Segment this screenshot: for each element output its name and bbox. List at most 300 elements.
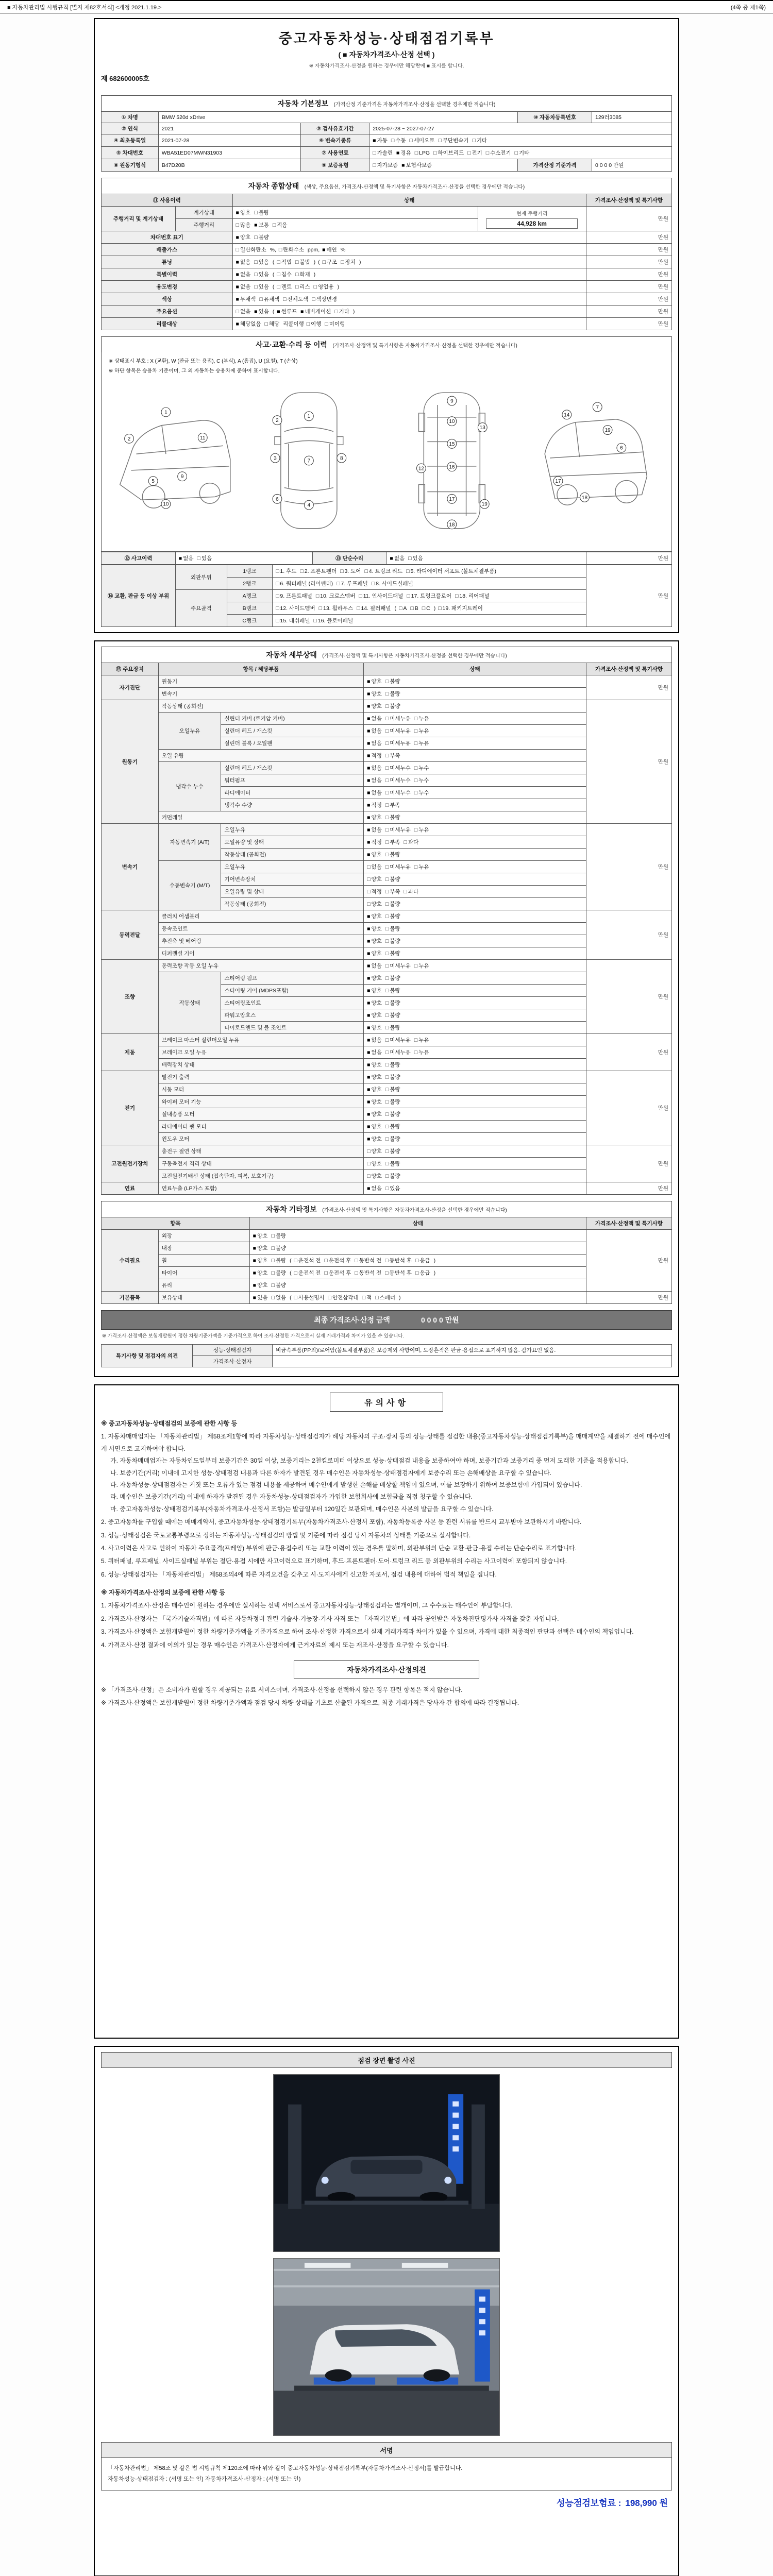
checkbox-checked[interactable]: ■ 양호 [367, 679, 382, 685]
checkbox-unchecked[interactable]: □ 누유 [414, 1037, 429, 1043]
diagram-part-number-11 [198, 433, 207, 442]
checkbox-unchecked[interactable]: □ 많음 [236, 222, 251, 228]
status-cell[interactable] [364, 750, 586, 762]
checkbox-checked[interactable]: ■ 경유 [396, 150, 411, 156]
status-cell[interactable] [364, 774, 586, 787]
checkbox-checked[interactable]: ■ 없음 [367, 1037, 382, 1043]
form-reference-bar [0, 0, 773, 14]
checkbox-unchecked[interactable]: □ 불량 [385, 1062, 400, 1068]
svg-text:11: 11 [200, 435, 206, 441]
checkbox-checked[interactable]: ■ 없음 [367, 1049, 382, 1056]
checkbox-unchecked[interactable]: □ 불량 [271, 1282, 287, 1289]
status-cell[interactable] [364, 836, 586, 849]
checkbox-unchecked[interactable]: □ 적음 [272, 222, 288, 228]
checkbox-unchecked[interactable]: □ 구조 [322, 259, 338, 265]
status-cell[interactable] [364, 1108, 586, 1121]
checkbox-unchecked[interactable]: □ 누유 [414, 963, 429, 969]
checkbox-unchecked[interactable]: □ 있음 [254, 284, 269, 290]
checkbox-unchecked[interactable]: □ 부족 [385, 889, 400, 895]
section-title: 자동차 세부상태 [266, 651, 317, 659]
checkbox-unchecked[interactable]: □ 불량 [271, 1233, 287, 1239]
checkbox-unchecked[interactable]: □ 장치 [341, 259, 356, 265]
checkbox-unchecked[interactable]: □ 불량 [385, 1148, 400, 1155]
checkbox-unchecked[interactable]: □ 6. 쿼터패널 (리어펜더) [276, 581, 333, 587]
checkbox-unchecked[interactable]: □ 해당 [264, 321, 280, 327]
checkbox-checked[interactable]: ■ 양호 [253, 1270, 268, 1276]
checkbox-checked[interactable]: ■ 양호 [367, 1087, 382, 1093]
checkbox-unchecked[interactable]: □ 불량 [385, 1136, 400, 1142]
checkbox-checked[interactable]: ■ 양호 [367, 938, 382, 944]
status-cell[interactable] [364, 1096, 586, 1108]
checkbox-unchecked[interactable]: □ 운전석 후 [324, 1258, 351, 1264]
checkbox-unchecked[interactable]: □ 화재 [295, 272, 310, 278]
checkbox-unchecked[interactable]: □ 1. 후드 [276, 568, 297, 574]
checkbox-unchecked[interactable]: □ 동반석 후 [385, 1258, 412, 1264]
status-cell[interactable] [249, 1230, 586, 1242]
status-cell[interactable] [364, 737, 586, 750]
checkbox-unchecked[interactable]: □ 미세누유 [385, 740, 411, 747]
checkbox-unchecked[interactable]: □ 전기 [467, 150, 482, 156]
checkbox-unchecked[interactable]: □ 색상변경 [312, 296, 337, 302]
checkbox-unchecked[interactable]: □ 운전석 전 [294, 1258, 321, 1264]
status-cell[interactable] [364, 997, 586, 1009]
status-cell[interactable] [364, 1071, 586, 1083]
status-cell[interactable] [249, 1242, 586, 1255]
checkbox-icon: □ [385, 716, 389, 722]
checkbox-checked[interactable]: ■ 양호 [367, 975, 382, 981]
checkbox-checked[interactable]: ■ 양호 [367, 1062, 382, 1068]
checkbox-unchecked[interactable]: □ 불량 [385, 926, 400, 932]
checkbox-unchecked[interactable]: □ 누유 [414, 728, 429, 734]
checkbox-checked[interactable]: ■ 적정 [367, 753, 382, 759]
checkbox-checked[interactable]: ■ 양호 [236, 210, 251, 216]
checkbox-unchecked[interactable]: □ 미세누유 [385, 963, 411, 969]
checkbox-unchecked[interactable]: □ 누유 [414, 716, 429, 722]
checkbox-checked[interactable]: ■ 없음 [367, 740, 382, 747]
status-cell[interactable] [364, 700, 586, 713]
checkbox-checked[interactable]: ■ 양호 [236, 234, 251, 241]
checkbox-unchecked[interactable]: □ 있음 [254, 272, 269, 278]
status-cell[interactable] [386, 552, 586, 565]
checkbox-icon: ■ [236, 272, 239, 278]
checkbox-unchecked[interactable]: □ 12. 사이드멤버 [276, 605, 315, 612]
checkbox-checked[interactable]: ■ 없음 [367, 716, 382, 722]
checkbox-checked[interactable]: ■ 양호 [367, 1099, 382, 1105]
status-cell[interactable] [364, 1059, 586, 1071]
status-cell[interactable] [364, 1170, 586, 1182]
checkbox-unchecked[interactable]: □ 전체도색 [283, 296, 309, 302]
status-cell[interactable] [364, 923, 586, 935]
checkbox-unchecked[interactable]: □ 동반석 후 [385, 1270, 412, 1276]
status-cell[interactable] [232, 306, 586, 318]
checkbox-checked[interactable]: ■ 자동 [373, 138, 388, 144]
checkbox-unchecked[interactable]: □ 불량 [385, 1012, 400, 1019]
checkbox-checked[interactable]: ■ 양호 [367, 852, 382, 858]
checkbox-unchecked[interactable]: □ 미세누수 [385, 765, 411, 771]
checkbox-unchecked[interactable]: □ 4. 트렁크 리드 [364, 568, 403, 574]
checkbox-unchecked[interactable]: □ 미세누수 [385, 777, 411, 784]
cell: ⑧ 원동기형식 [102, 159, 159, 172]
checkbox-unchecked[interactable]: □ 무단변속기 [438, 138, 469, 144]
checkbox-unchecked[interactable]: □ 불량 [385, 1000, 400, 1006]
status-cell[interactable] [249, 1255, 586, 1267]
checkbox-unchecked[interactable]: □ 불량 [385, 876, 400, 883]
checkbox-unchecked[interactable]: □ 15. 대쉬패널 [276, 618, 310, 624]
checkbox-unchecked[interactable]: □ 불량 [385, 703, 400, 709]
status-cell[interactable] [364, 947, 586, 960]
checkbox-unchecked[interactable]: □ 미세누유 [385, 716, 411, 722]
checkbox-unchecked[interactable]: □ 2. 프론트펜더 [300, 568, 337, 574]
checkbox-checked[interactable]: ■ 없음 [236, 259, 251, 265]
checkbox-icon: □ [295, 272, 299, 278]
checkbox-icon: □ [385, 1000, 389, 1006]
checkbox-checked[interactable]: ■ 해당없음 [236, 321, 261, 327]
checkbox-unchecked[interactable]: □ 양호 [367, 1161, 382, 1167]
checkbox-unchecked[interactable]: □ 불량 [385, 1099, 400, 1105]
checkbox-unchecked[interactable]: □ 미세누수 [385, 790, 411, 796]
checkbox-unchecked[interactable]: □ 과다 [404, 839, 419, 845]
checkbox-unchecked[interactable]: □ 안전삼각대 [328, 1295, 359, 1301]
checkbox-checked[interactable]: ■ 양호 [253, 1258, 268, 1264]
checkbox-icon: □ [367, 1161, 371, 1167]
status-cell[interactable] [232, 256, 586, 268]
checkbox-unchecked[interactable]: □ 9. 프론트패널 [276, 593, 312, 599]
status-cell[interactable] [364, 886, 586, 898]
checkbox-unchecked[interactable]: □ 부족 [385, 839, 400, 845]
diagram-legend-note: ※ 하단 항목은 승용차 기준이며, 그 외 자동차는 승용차에 준하여 표시합니다. [109, 368, 280, 374]
checkbox-unchecked[interactable]: □ 응급 [415, 1258, 430, 1264]
status-cell[interactable] [364, 861, 586, 873]
checkbox-unchecked[interactable]: □ 양호 [367, 876, 382, 883]
checkbox-unchecked[interactable]: □ 수동 [391, 138, 406, 144]
checkbox-checked[interactable]: ■ 없음 [178, 555, 194, 562]
checkbox-checked[interactable]: ■ 없음 [367, 790, 382, 796]
checkbox-unchecked[interactable]: □ 13. 휠하우스 [318, 605, 354, 612]
checkbox-unchecked[interactable]: □ 운전석 후 [324, 1270, 351, 1276]
checkbox-checked[interactable]: ■ 없음 [236, 284, 251, 290]
cell: ⑥ 변속기종류 [301, 134, 369, 147]
checkbox-checked[interactable]: ■ 양호 [367, 926, 382, 932]
checkbox-checked[interactable]: ■ 무채색 [236, 296, 256, 302]
checkbox-unchecked[interactable]: □ 누유 [414, 740, 429, 747]
checkbox-unchecked[interactable]: □ 불량 [385, 1087, 400, 1093]
status-cell[interactable] [232, 268, 586, 281]
checkbox-unchecked[interactable]: □ 누유 [414, 827, 429, 833]
inspector-opinion-table [101, 1344, 672, 1367]
status-cell[interactable] [364, 910, 586, 923]
checkbox-unchecked[interactable]: □ 불량 [385, 1111, 400, 1117]
checkbox-unchecked[interactable]: □ 영업용 [313, 284, 334, 290]
checkbox-unchecked[interactable]: □ 잭 [362, 1295, 372, 1301]
checkbox-unchecked[interactable]: □ 없음 [271, 1295, 287, 1301]
checkbox-unchecked[interactable]: □ 사용설명서 [294, 1295, 325, 1301]
checkbox-checked[interactable]: ■ 양호 [367, 815, 382, 821]
status-cell[interactable] [364, 1022, 586, 1034]
price-survey-select-option[interactable]: ( ■ 자동차가격조사·산정 선택 ) [338, 50, 435, 59]
checkbox-unchecked[interactable]: □ 불법 [295, 259, 310, 265]
checkbox-unchecked[interactable]: □ 누수 [414, 777, 429, 784]
checkbox-icon: ■ [236, 210, 239, 216]
checkbox-unchecked[interactable]: □ 17. 트렁크플로어 [407, 593, 452, 599]
checkbox-unchecked[interactable]: □ 부족 [385, 753, 400, 759]
checkbox-checked[interactable]: ■ 있음 [253, 1295, 268, 1301]
checkbox-unchecked[interactable]: □ 리스 [295, 284, 310, 290]
checkbox-checked[interactable]: ■ 보통 [254, 222, 269, 228]
checkbox-unchecked[interactable]: □ 이행 [306, 321, 322, 327]
checkbox-unchecked[interactable]: □ 불량 [385, 988, 400, 994]
checkbox-checked[interactable]: ■ 없음 [390, 555, 405, 562]
checkbox-unchecked[interactable]: □ 누수 [414, 790, 429, 796]
checkbox-checked[interactable]: ■ 있음 [254, 309, 269, 315]
checkbox-unchecked[interactable]: □ 양호 [367, 1173, 382, 1179]
status-cell[interactable] [364, 1034, 586, 1046]
checkbox-unchecked[interactable]: □ 없음 [236, 309, 251, 315]
checkbox-unchecked[interactable]: □ 불량 [385, 901, 400, 907]
status-cell[interactable] [364, 799, 586, 811]
status-cell[interactable] [364, 1121, 586, 1133]
checkbox-unchecked[interactable]: □ 불량 [385, 1025, 400, 1031]
checkbox-checked[interactable]: ■ 없음 [236, 272, 251, 278]
checkbox-unchecked[interactable]: □ 동반석 전 [355, 1258, 382, 1264]
checkbox-checked[interactable]: ■ 양호 [367, 1012, 382, 1019]
status-cell[interactable] [175, 552, 312, 565]
checkbox-checked[interactable]: ■ 없음 [367, 728, 382, 734]
section-note: (색상, 주요옵션, 가격조사·산정액 및 특기사항은 자동차가격조사·산정을 선택한 경우에만 적습니다) [304, 184, 525, 190]
checkbox-icon: □ [236, 222, 239, 228]
checkbox-unchecked[interactable]: □ 누유 [414, 1049, 429, 1056]
checkbox-unchecked[interactable]: □ 미세누유 [385, 1049, 411, 1056]
status-cell[interactable] [364, 1046, 586, 1059]
status-cell[interactable] [364, 873, 586, 886]
diagram-part-number-6 [617, 443, 626, 452]
status-cell[interactable] [249, 1292, 586, 1304]
checkbox-checked[interactable]: ■ 양호 [367, 1111, 382, 1117]
checkbox-checked[interactable]: ■ 보험사보증 [401, 162, 432, 168]
checkbox-checked[interactable]: ■ 없음 [367, 1185, 382, 1192]
checkbox-unchecked[interactable]: □ C [422, 605, 430, 612]
checkbox-unchecked[interactable]: □ 하이브리드 [433, 150, 464, 156]
checkbox-checked[interactable]: ■ 양호 [253, 1282, 268, 1289]
document-number: 제 682600005호 [101, 75, 149, 82]
checkbox-checked[interactable]: ■ 양호 [367, 988, 382, 994]
checkbox-unchecked[interactable]: □ 7. 루프패널 [337, 581, 368, 587]
status-cell[interactable] [364, 762, 586, 774]
checkbox-unchecked[interactable]: □ 침수 [277, 272, 292, 278]
status-cell[interactable] [364, 849, 586, 861]
diagram-part-number-9 [178, 472, 187, 481]
status-cell[interactable] [364, 935, 586, 947]
checkbox-unchecked[interactable]: □ 누유 [414, 864, 429, 870]
checkbox-unchecked[interactable]: □ 미세누유 [385, 864, 411, 870]
checkbox-unchecked[interactable]: □ 불량 [271, 1270, 287, 1276]
checkbox-unchecked[interactable]: □ 있음 [254, 259, 269, 265]
checkbox-unchecked[interactable]: □ 있음 [408, 555, 423, 562]
status-cell[interactable] [369, 159, 518, 172]
checkbox-icon: □ [271, 1245, 275, 1251]
checkbox-unchecked[interactable]: □ 5. 라디에이터 서포트 (볼트체결부품) [406, 568, 496, 574]
checkbox-unchecked[interactable]: □ 일산화탄소 [236, 247, 266, 253]
checkbox-unchecked[interactable]: □ 19. 패키지트레이 [438, 605, 483, 612]
checkbox-unchecked[interactable]: □ 수소전기 [485, 150, 511, 156]
checkbox-checked[interactable]: ■ 썬루프 [277, 309, 297, 315]
status-cell[interactable] [364, 1083, 586, 1096]
checkbox-unchecked[interactable]: □ 18. 리어패널 [455, 593, 490, 599]
checkbox-unchecked[interactable]: □ 불량 [385, 1074, 400, 1080]
checkbox-unchecked[interactable]: □ 불량 [385, 913, 400, 920]
checkbox-unchecked[interactable]: □ 불량 [254, 210, 269, 216]
checkbox-unchecked[interactable]: □ 탄화수소 [278, 247, 304, 253]
checkbox-unchecked[interactable]: □ 가솔린 [373, 150, 393, 156]
status-cell[interactable] [232, 207, 478, 219]
checkbox-unchecked[interactable]: □ 없음 [367, 864, 382, 870]
status-cell[interactable] [273, 578, 586, 590]
checkbox-unchecked[interactable]: □ 16. 플로어패널 [313, 618, 354, 624]
checkbox-unchecked[interactable]: □ B [410, 605, 418, 612]
checkbox-unchecked[interactable]: □ 과다 [404, 889, 419, 895]
checkbox-unchecked[interactable]: □ 적정 [367, 889, 382, 895]
checkbox-unchecked[interactable]: □ 불량 [385, 679, 400, 685]
status-cell[interactable] [232, 281, 586, 293]
checkbox-checked[interactable]: ■ 매연 [322, 247, 337, 253]
checkbox-unchecked[interactable]: □ 미세누유 [385, 827, 411, 833]
checkbox-unchecked[interactable]: □ 미세누유 [385, 1037, 411, 1043]
checkbox-checked[interactable]: ■ 양호 [367, 951, 382, 957]
checkbox-unchecked[interactable]: □ 8. 사이드실패널 [371, 581, 413, 587]
checkbox-unchecked[interactable]: □ 렌트 [277, 284, 292, 290]
checkbox-checked[interactable]: ■ 양호 [367, 1000, 382, 1006]
checkbox-icon: □ [373, 150, 376, 156]
status-cell[interactable] [364, 1009, 586, 1022]
checkbox-unchecked[interactable]: □ 세미오토 [409, 138, 435, 144]
checkbox-checked[interactable]: ■ 양호 [367, 691, 382, 697]
status-cell[interactable] [364, 985, 586, 997]
checkbox-unchecked[interactable]: □ 불량 [385, 1124, 400, 1130]
checkbox-checked[interactable]: ■ 양호 [367, 1124, 382, 1130]
status-cell[interactable] [232, 231, 586, 244]
status-cell[interactable] [364, 713, 586, 725]
status-cell[interactable] [232, 318, 586, 330]
accident-history-table [101, 552, 672, 565]
checkbox-unchecked[interactable]: □ 양호 [367, 1148, 382, 1155]
checkbox-unchecked[interactable]: □ 불량 [385, 852, 400, 858]
checkbox-checked[interactable]: ■ 양호 [253, 1245, 268, 1251]
status-cell[interactable] [364, 972, 586, 985]
checkbox-checked[interactable]: ■ 없음 [367, 765, 382, 771]
checkbox-unchecked[interactable]: □ 불량 [385, 691, 400, 697]
checkbox-unchecked[interactable]: □ 3. 도어 [340, 568, 361, 574]
status-cell[interactable] [364, 824, 586, 836]
status-cell[interactable] [364, 898, 586, 910]
checkbox-checked[interactable]: ■ 없음 [367, 827, 382, 833]
checkbox-unchecked[interactable]: □ 스패너 [375, 1295, 395, 1301]
checkbox-unchecked[interactable]: □ 응급 [415, 1270, 430, 1276]
status-cell[interactable] [364, 1145, 586, 1158]
inspection-valid-period: 2025-07-28 ~ 2027-07-27 [369, 123, 672, 134]
status-cell[interactable] [364, 1182, 586, 1195]
checkbox-unchecked[interactable]: □ 양호 [367, 901, 382, 907]
status-cell[interactable] [273, 565, 586, 578]
checkbox-checked[interactable]: ■ 양호 [367, 1136, 382, 1142]
checkbox-checked[interactable]: ■ 양호 [367, 1074, 382, 1080]
checkbox-unchecked[interactable]: □ 부족 [385, 802, 400, 808]
checkbox-unchecked[interactable]: □ 미세누유 [385, 728, 411, 734]
checkbox-checked[interactable]: ■ 양호 [253, 1233, 268, 1239]
checkbox-unchecked[interactable]: □ 불량 [254, 234, 269, 241]
checkbox-unchecked[interactable]: □ 적법 [277, 259, 292, 265]
checkbox-unchecked[interactable]: □ 불량 [271, 1258, 287, 1264]
checkbox-checked[interactable]: ■ 적정 [367, 802, 382, 808]
status-cell[interactable] [249, 1267, 586, 1279]
checkbox-unchecked[interactable]: □ 미이행 [325, 321, 345, 327]
checkbox-unchecked[interactable]: □ 있음 [385, 1185, 400, 1192]
checkbox-icon: □ [324, 1258, 328, 1264]
status-cell[interactable] [364, 1158, 586, 1170]
status-cell[interactable] [364, 811, 586, 824]
status-cell[interactable] [364, 960, 586, 972]
checkbox-unchecked[interactable]: □ 불량 [385, 975, 400, 981]
checkbox-checked[interactable]: ■ 양호 [367, 1025, 382, 1031]
checkbox-unchecked[interactable]: □ 누수 [414, 765, 429, 771]
status-cell[interactable] [369, 134, 672, 147]
checkbox-checked[interactable]: ■ 양호 [367, 913, 382, 920]
status-cell[interactable] [364, 787, 586, 799]
checkbox-unchecked[interactable]: □ LPG [414, 150, 430, 156]
checkbox-checked[interactable]: ■ 네비게이션 [300, 309, 331, 315]
checkbox-unchecked[interactable]: □ 불량 [385, 815, 400, 821]
diagram-part-number-5 [148, 477, 158, 486]
checkbox-unchecked[interactable]: □ 불량 [385, 951, 400, 957]
status-cell[interactable] [232, 244, 586, 256]
checkbox-unchecked[interactable]: □ 기타 [514, 150, 530, 156]
status-cell[interactable] [232, 293, 586, 306]
checkbox-unchecked[interactable]: □ 불량 [385, 1161, 400, 1167]
cell: 주요골격 [175, 590, 227, 627]
checkbox-unchecked[interactable]: □ 운전석 전 [294, 1270, 321, 1276]
checkbox-unchecked[interactable]: □ 유채색 [259, 296, 280, 302]
checkbox-unchecked[interactable]: □ A [399, 605, 407, 612]
checkbox-unchecked[interactable]: □ 있음 [197, 555, 212, 562]
checkbox-unchecked[interactable]: □ 불량 [385, 938, 400, 944]
status-cell[interactable] [273, 615, 586, 627]
checkbox-unchecked[interactable]: □ 14. 필러패널 [357, 605, 391, 612]
checkbox-unchecked[interactable]: □ 기타 [472, 138, 488, 144]
checkbox-unchecked[interactable]: □ 11. 인사이드패널 [359, 593, 404, 599]
status-cell[interactable] [369, 147, 672, 159]
signature-lines[interactable]: 자동차성능·상태점검자 : (서명 또는 인) 자동차가격조사·산정자 : (서명 또는 인) [108, 2476, 301, 2482]
status-cell[interactable] [364, 688, 586, 700]
status-cell[interactable] [273, 602, 586, 615]
status-cell[interactable] [364, 1133, 586, 1145]
checkbox-unchecked[interactable]: □ 불량 [271, 1245, 287, 1251]
checkbox-unchecked[interactable]: □ 10. 크로스멤버 [315, 593, 356, 599]
status-cell[interactable] [364, 725, 586, 737]
status-cell[interactable] [364, 675, 586, 688]
checkbox-checked[interactable]: ■ 적정 [367, 839, 382, 845]
checkbox-unchecked[interactable]: □ 불량 [385, 1173, 400, 1179]
status-cell[interactable] [249, 1279, 586, 1292]
checkbox-unchecked[interactable]: □ 기타 [334, 309, 349, 315]
cell: 오일누유 [221, 861, 364, 873]
checkbox-checked[interactable]: ■ 없음 [367, 963, 382, 969]
status-cell[interactable] [273, 590, 586, 602]
status-cell[interactable] [232, 219, 478, 231]
checkbox-icon: □ [294, 1295, 297, 1301]
checkbox-checked[interactable]: ■ 양호 [367, 703, 382, 709]
svg-text:10: 10 [449, 419, 455, 425]
checkbox-unchecked[interactable]: □ 자가보증 [373, 162, 398, 168]
checkbox-unchecked[interactable]: □ 동반석 전 [355, 1270, 382, 1276]
checkbox-checked[interactable]: ■ 없음 [367, 777, 382, 784]
